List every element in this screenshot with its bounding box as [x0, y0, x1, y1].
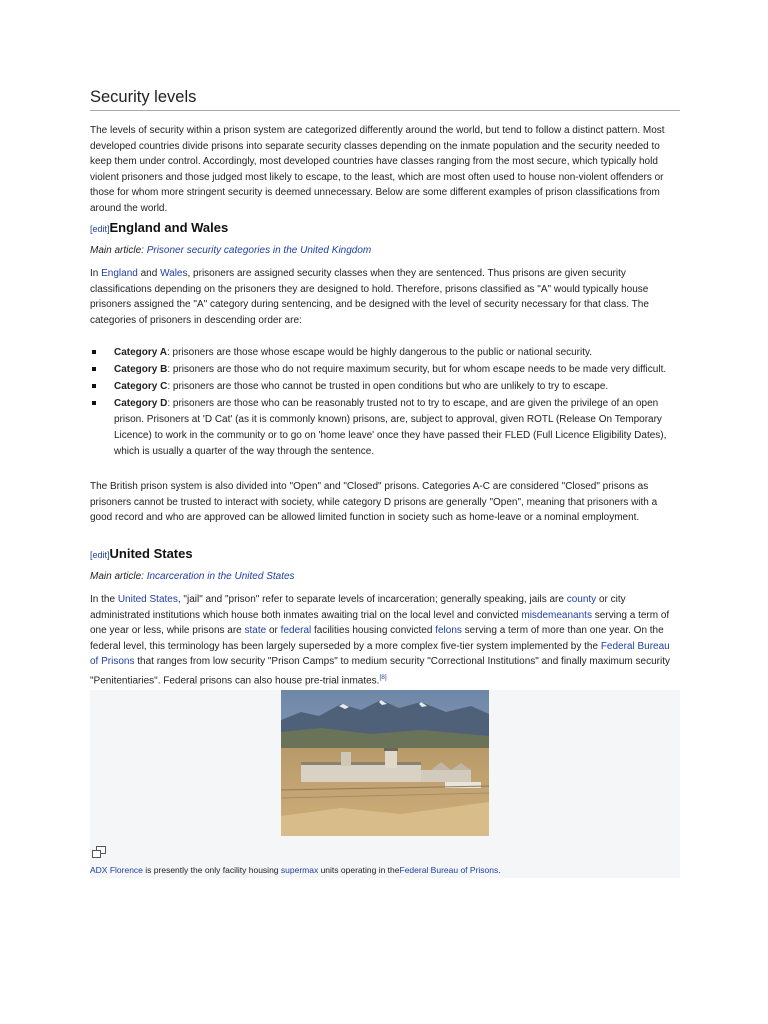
text-span: serving a term of more than one year. On the federal level, this terminology has been largely superseded by a more complex five-tier system implemented by the	[90, 625, 664, 652]
text-span: or city administrated institutions which house both inmates awaiting trial on the local level and convicted	[90, 594, 626, 621]
text-span: facilities housing convicted	[311, 625, 436, 636]
text-span: .	[498, 865, 501, 875]
text-span: is presently the only facility housing	[142, 865, 281, 875]
text-span: In the	[90, 594, 118, 605]
heading-england-text: England and Wales	[109, 220, 229, 235]
link-state[interactable]: state	[244, 625, 267, 636]
bullet-icon	[92, 367, 96, 371]
main-article-england	[90, 243, 680, 259]
category-name: Category C	[114, 381, 168, 392]
main-article-us	[90, 569, 680, 585]
text-span: , "jail" and "prison" refer to separate levels of incarceration; generally speaking, jails are	[177, 594, 567, 605]
link-united-states[interactable]: United States	[117, 594, 178, 605]
caption-link-supermax[interactable]: supermax	[280, 865, 319, 875]
text-span: , prisoners are assigned security classes when they are sentenced. Thus prisons are given security classifications depending on the prisoners they are designed to hold. Therefore, prisons classified as "A" would typically house prisoners assigned the "A" category during sentencing, and be designed with the level of security necessary for that class. The categories of prisoners in descending order are:	[90, 268, 649, 326]
category-name: Category A	[114, 347, 167, 358]
main-article-prefix: Main article:	[90, 571, 147, 582]
category-name: Category B	[114, 364, 168, 375]
list-item-category-b	[90, 362, 680, 378]
category-list	[90, 345, 680, 461]
main-article-link-uk[interactable]: Prisoner security categories in the United Kingdom	[146, 245, 372, 256]
category-text: : prisoners are those who can be reasonably trusted not to try to escape, and are given the privilege of an open prison. Prisoners at 'D Cat' (as it is commonly known) prisons, are, subject to approval, given ROTL (Release On Temporary Licence) to work in the community or to go on 'home leave' once they have passed their FLED (Full Licence Eligibility Dates), which is usually a quarter of the way through the sentence.	[114, 398, 667, 457]
bullet-icon	[92, 401, 96, 405]
edit-link-us[interactable]: [edit]	[90, 550, 110, 560]
category-text: : prisoners are those who cannot be trusted in open conditions but who are unlikely to try to escape.	[167, 381, 609, 392]
text-span: serving a term of one year or less, while prisons are	[90, 609, 670, 636]
main-article-prefix: Main article:	[90, 245, 147, 256]
figure-thumbnail	[90, 690, 680, 878]
figure-caption	[90, 865, 501, 875]
intro-paragraph: The levels of security within a prison system are categorized differently around the world, but tend to follow a distinct pattern. Most developed countries divide prisons into separate security classes depending on the inmate population and the security needed to keep them under control. Accordingly, most developed countries have classes ranging from the most secure, which typically hold violent prisoners and those judged most likely to escape, to the least, which are most often used to house non-violent offenders or those for whom more stringent security is deemed unnecessary. Below are some different examples of prison classifications from around the world.	[90, 125, 665, 214]
link-wales[interactable]: Wales	[160, 268, 188, 279]
bullet-icon	[92, 384, 96, 388]
enlarge-icon[interactable]	[92, 846, 106, 858]
text-span: In	[90, 268, 102, 279]
us-paragraph	[90, 592, 680, 688]
text-span: that ranges from low security "Prison Camps" to medium security "Correctional Institutions" and finally maximum security "Penitentiaries". Federal prisons can also house pre-trial inmates.	[90, 656, 670, 686]
heading-us-text: United States	[109, 546, 193, 561]
text-span: or	[266, 625, 281, 636]
reference-link[interactable]: [8]	[379, 673, 387, 681]
prison-photo-image	[281, 690, 489, 836]
list-item-category-c	[90, 379, 680, 395]
link-felons[interactable]: felons	[435, 625, 462, 636]
link-federal-bureau-of-prisons[interactable]: Federal Bureau of Prisons	[90, 640, 670, 667]
heading-united-states	[90, 546, 680, 561]
list-item-category-d	[90, 396, 680, 460]
main-article-link-incarceration[interactable]: Incarceration in the United States	[146, 571, 295, 582]
link-federal[interactable]: federal	[280, 625, 312, 636]
list-item-category-a	[90, 345, 680, 361]
text-span: units operating in the	[318, 865, 400, 875]
page-title: Security levels	[90, 88, 680, 111]
link-misdemeanants[interactable]: misdemeanants	[521, 609, 592, 621]
caption-link-adx-florence[interactable]: ADX Florence	[90, 865, 143, 875]
england-paragraph-2: The British prison system is also divided into "Open" and "Closed" prisons. Categories A-C are considered "Closed" prisons as prisoners cannot be trusted to interact with society, while category D prisons are generally "Open", meaning that prisoners with a good record and who are approved can be allowed limited function in society such as home-leave or a nominal employment.	[90, 481, 658, 523]
category-text: : prisoners are those who do not require maximum security, but for whom escape needs to be made very difficult.	[167, 364, 667, 375]
link-england[interactable]: England	[101, 268, 138, 279]
bullet-icon	[92, 350, 96, 354]
caption-link-federal-bureau[interactable]: Federal Bureau of Prisons	[399, 865, 499, 875]
link-county[interactable]: county	[566, 594, 597, 605]
heading-england-wales	[90, 220, 680, 235]
england-paragraph-1	[90, 266, 680, 328]
category-text: : prisoners are those whose escape would be highly dangerous to the public or national security.	[166, 347, 593, 358]
category-name: Category D	[114, 398, 168, 409]
text-span: and	[137, 268, 161, 279]
adx-florence-photo[interactable]	[281, 690, 489, 836]
edit-link-england[interactable]: [edit]	[90, 224, 110, 234]
